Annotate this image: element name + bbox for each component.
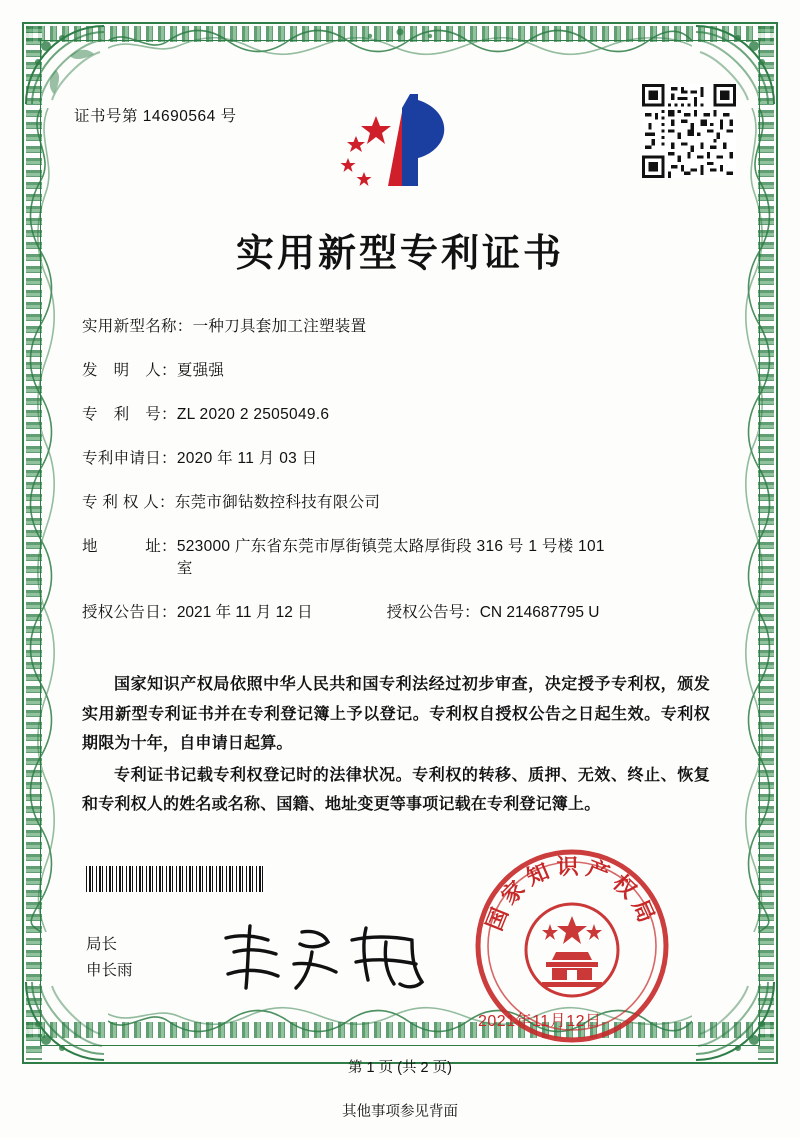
footer-note: 其他事项参见背面 — [342, 1104, 458, 1120]
field-label: 专 利 权 人： — [82, 493, 175, 511]
field-label-grant-date: 授权公告日： — [82, 604, 177, 622]
barcode — [86, 866, 266, 892]
field-row-patentee — [82, 492, 722, 514]
legal-paragraph-1: 国家知识产权局依照中华人民共和国专利法经过初步审查，决定授予专利权，颁发实用新型专利证书并在专利登记簿上予以登记。专利权自授权公告之日起生效。专利权期限为十年，自申请日起算。 — [82, 676, 710, 753]
field-value: 夏强强 — [176, 361, 225, 379]
certificate-content — [60, 56, 740, 1076]
legal-paragraph-2: 专利证书记载专利权登记时的法律状况。专利权的转移、质押、无效、终止、恢复和专利权人的姓名或名称、国籍、地址变更等事项记载在专利登记簿上。 — [82, 766, 710, 814]
field-row-grant-publication — [82, 602, 722, 624]
field-row-patent-number — [82, 404, 722, 426]
field-value: 523000 广东省东莞市厚街镇莞太路厚街段 316 号 1 号楼 101 室 — [176, 537, 605, 578]
seal-date: 2021年11月12日 — [478, 1013, 602, 1030]
signature-block — [86, 932, 133, 985]
legal-text — [82, 670, 710, 822]
field-value-grant-date: 2021 年 11 月 12 日 — [176, 604, 313, 622]
field-label-grant-number: 授权公告号： — [386, 604, 480, 622]
field-value: 2020 年 11 月 03 日 — [176, 449, 318, 467]
field-list — [82, 316, 722, 646]
director-name: 申长雨 — [86, 962, 133, 980]
director-role-label: 局长 — [86, 936, 118, 953]
seal-arc-text: 国家知识产权局 — [481, 853, 662, 934]
qr-code — [642, 84, 736, 178]
field-label: 专利申请日： — [82, 449, 177, 467]
field-row-address — [82, 536, 722, 581]
cnipa-emblem-logo — [332, 86, 468, 196]
field-value-grant-number: CN 214687795 U — [479, 604, 600, 622]
field-label: 实用新型名称： — [82, 318, 193, 335]
field-value: 一种刀具套加工注塑装置 — [192, 318, 367, 335]
field-row-utility-model-name — [82, 316, 722, 338]
field-value: 东莞市御钻数控科技有限公司 — [174, 493, 381, 511]
field-row-inventor — [82, 360, 722, 382]
certificate-number: 证书号第 14690564 号 — [74, 108, 237, 125]
page-number: 第 1 页 (共 2 页) — [348, 1060, 452, 1076]
page-title: 实用新型专利证书 — [235, 233, 564, 275]
field-label: 地 址： — [82, 537, 177, 555]
field-label: 发 明 人： — [82, 361, 177, 379]
field-label: 专 利 号： — [82, 405, 177, 423]
handwritten-signature — [216, 918, 446, 998]
field-value: ZL 2020 2 2505049.6 — [176, 405, 330, 423]
field-row-application-date — [82, 448, 722, 470]
